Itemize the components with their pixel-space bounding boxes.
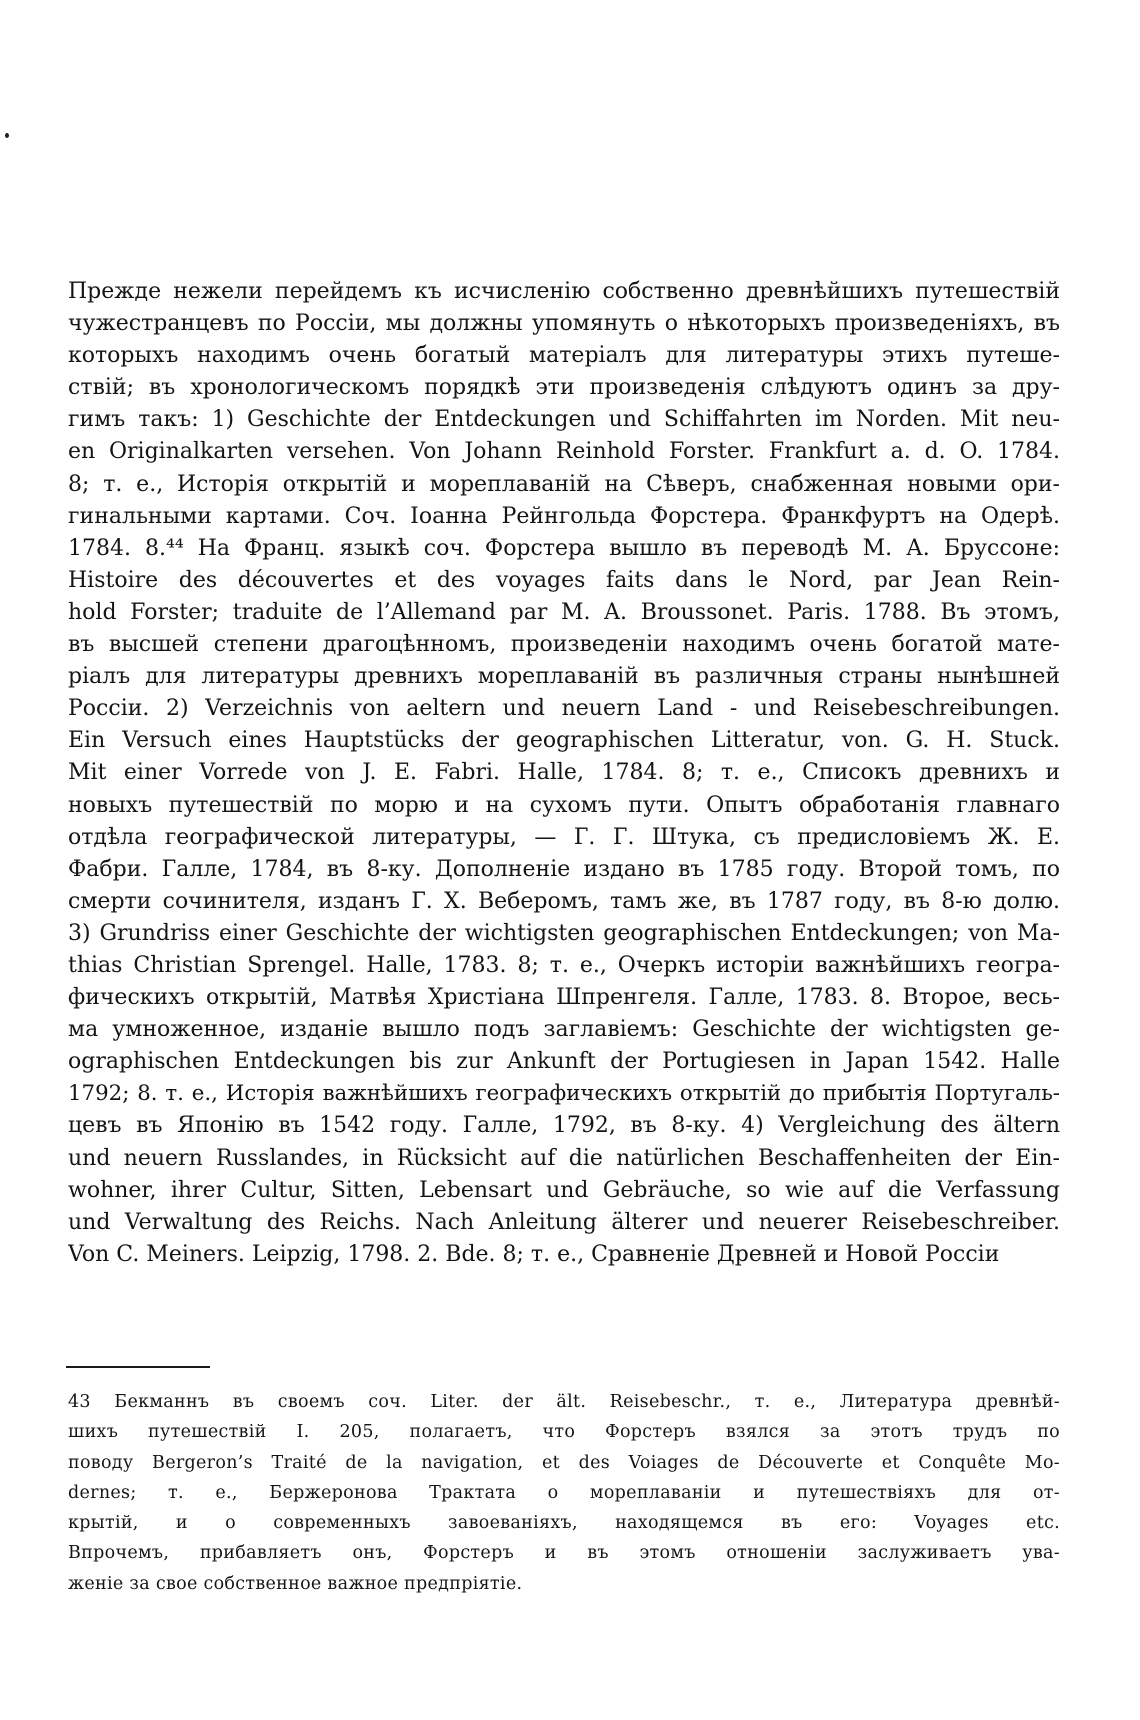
text-line: Фабри. Галле, 1784, въ 8-ку. Дополненіе издано въ 1785 году. Второй томъ, по xyxy=(68,856,1060,882)
footnote-line: женіе за свое собственное важное предпріятіе. xyxy=(68,1573,523,1594)
footnote-divider xyxy=(66,1366,210,1368)
footnote-line: Впрочемъ, прибавляетъ онъ, Форстеръ и въ этомъ отношеніи заслуживаетъ ува- xyxy=(68,1543,1060,1564)
text-line: Histoire des découvertes et des voyages faits dans le Nord, par Jean Rein- xyxy=(68,567,1060,593)
text-line: ographischen Entdeckungen bis zur Ankunft der Portugiesen in Japan 1542. Halle xyxy=(68,1049,1060,1075)
main-text-block xyxy=(68,276,1060,1271)
text-line: 1792; 8. т. е., Исторія важнѣйшихъ географическихъ открытій до прибытія Португаль- xyxy=(68,1081,1060,1107)
text-line: новыхъ путешествій по морю и на сухомъ пути. Опытъ обработанія главнаго xyxy=(68,792,1060,818)
footnote-block xyxy=(68,1387,1060,1599)
text-line: которыхъ находимъ очень богатый матеріалъ для литературы этихъ путеше- xyxy=(68,343,1060,369)
text-line: 8; т. е., Исторія открытій и мореплаваній на Сѣверъ, снабженная новыми ори- xyxy=(68,471,1060,497)
text-line: wohner, ihrer Cultur, Sitten, Lebensart und Gebräuche, so wie auf die Verfassung xyxy=(68,1177,1060,1203)
text-line: und neuern Russlandes, in Rücksicht auf die natürlichen Beschaffenheiten der Ein- xyxy=(68,1145,1060,1171)
text-line: смерти сочинителя, изданъ Г. Х. Веберомъ, тамъ же, въ 1787 году, въ 8-ю долю. xyxy=(68,888,1060,914)
print-speck xyxy=(5,133,9,138)
text-line: ріалъ для литературы древнихъ мореплаваній въ различныя страны нынѣшней xyxy=(68,664,1060,690)
text-line: ма умноженное, изданіе вышло подъ заглавіемъ: Geschichte der wichtigsten ge- xyxy=(68,1017,1060,1043)
text-line: thias Christian Sprengel. Halle, 1783. 8; т. е., Очеркъ исторіи важнѣйшихъ геогра- xyxy=(68,952,1060,978)
text-line: Von C. Meiners. Leipzig, 1798. 2. Bde. 8; т. е., Сравненіе Древней и Новой Россіи xyxy=(68,1241,1000,1267)
text-line: чужестранцевъ по Россіи, мы должны упомянуть о нѣкоторыхъ произведеніяхъ, въ xyxy=(68,311,1060,337)
text-line: 1784. 8.⁴⁴ На Франц. языкѣ соч. Форстера вышло въ переводѣ М. А. Бруссоне: xyxy=(68,535,1060,561)
text-line: гинальными картами. Соч. Іоанна Рейнгольда Форстера. Франкфуртъ на Одерѣ. xyxy=(68,503,1060,529)
text-line: und Verwaltung des Reichs. Nach Anleitung älterer und neuerer Reisebeschreiber. xyxy=(68,1209,1060,1235)
text-line: гимъ такъ: 1) Geschichte der Entdeckungen und Schiffahrten im Norden. Mit neu- xyxy=(68,407,1060,433)
footnote-line: крытій, и о современныхъ завоеваніяхъ, находящемся въ его: Voyages etc. xyxy=(68,1513,1060,1534)
text-line: отдѣла географической литературы, — Г. Г. Штука, съ предисловіемъ Ж. Е. xyxy=(68,824,1060,850)
text-line: Mit einer Vorrede von J. E. Fabri. Halle, 1784. 8; т. е., Списокъ древнихъ и xyxy=(68,760,1060,786)
text-line: Прежде нежели перейдемъ къ исчисленію собственно древнѣйшихъ путешествій xyxy=(68,279,1060,304)
footnote-line: dernes; т. е., Бержеронова Трактата о мореплаваніи и путешествіяхъ для от- xyxy=(68,1482,1060,1503)
text-line: въ высшей степени драгоцѣнномъ, произведеніи находимъ очень богатой мате- xyxy=(68,632,1060,658)
text-line: ствій; въ хронологическомъ порядкѣ эти произведенія слѣдуютъ одинъ за дру- xyxy=(68,375,1060,401)
text-line: цевъ въ Японію въ 1542 году. Галле, 1792, въ 8-ку. 4) Vergleichung des ältern xyxy=(68,1113,1060,1139)
text-line: Ein Versuch eines Hauptstücks der geographischen Litteratur, von. G. H. Stuck. xyxy=(68,728,1060,754)
footnote-line: 43 Бекманнъ въ своемъ соч. Liter. der ält. Reisebeschr., т. е., Литература древнѣй- xyxy=(68,1392,1060,1412)
footnote-line: поводу Bergeron’s Traité de la navigation, et des Voiages de Découverte et Conquête Mo- xyxy=(68,1452,1060,1473)
text-line: фическихъ открытій, Матвѣя Христіана Шпренгеля. Галле, 1783. 8. Второе, весь- xyxy=(68,985,1060,1011)
text-line: Россіи. 2) Verzeichnis von aeltern und neuern Land - und Reisebeschreibungen. xyxy=(68,696,1060,722)
footnote-line: шихъ путешествій I. 205, полагаетъ, что Форстеръ взялся за этотъ трудъ по xyxy=(68,1422,1060,1443)
text-line: hold Forster; traduite de l’Allemand par M. A. Broussonet. Paris. 1788. Въ этомъ, xyxy=(68,599,1060,625)
text-line: 3) Grundriss einer Geschichte der wichtigsten geographischen Entdeckungen; von Ma- xyxy=(68,920,1060,946)
text-line: en Originalkarten versehen. Von Johann Reinhold Forster. Frankfurt a. d. O. 1784. xyxy=(68,439,1060,465)
